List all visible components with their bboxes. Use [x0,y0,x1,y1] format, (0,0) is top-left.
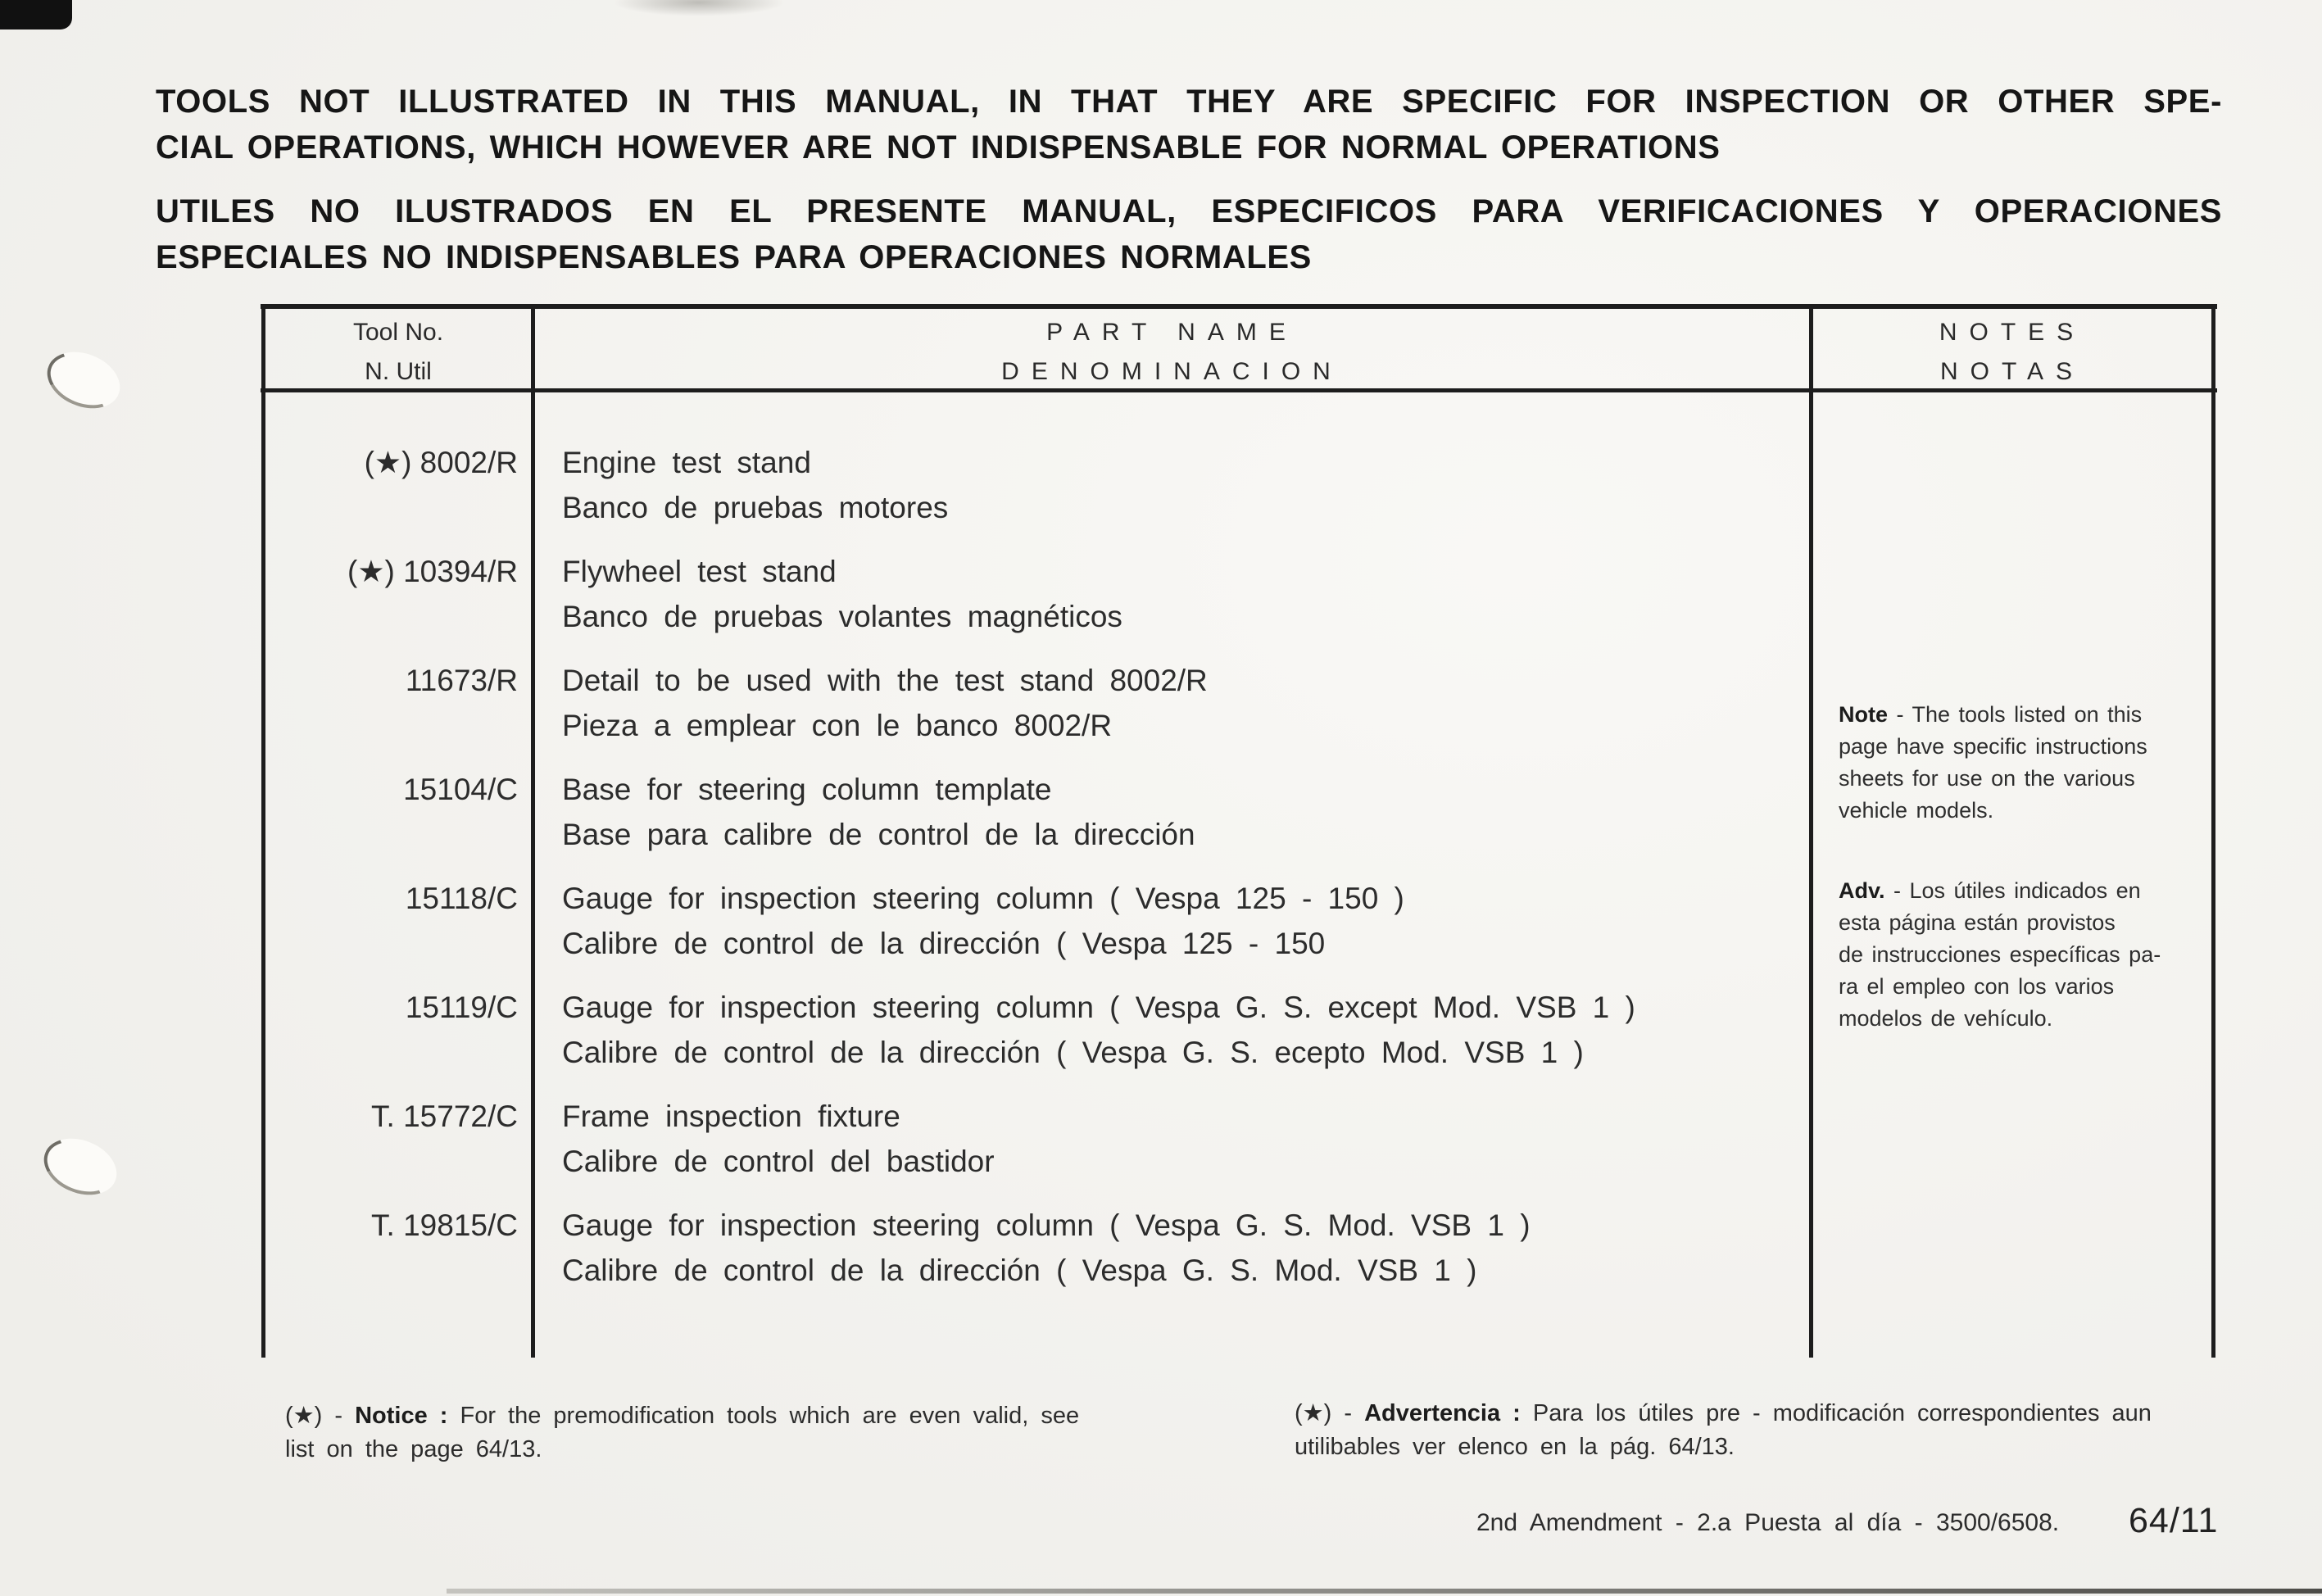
footnote-english-line1: For the premodification tools which are even valid, see [460,1403,1080,1429]
footnote-spanish-line1: Para los útiles pre - modificación correspondientes aun [1532,1400,2152,1426]
part-name-english: Gauge for inspection steering column ( Vespa G. S. except Mod. VSB 1 ) [562,991,1635,1024]
note-spanish-line3: de instrucciones específicas pa- [1839,942,2161,967]
part-name-english: Detail to be used with the test stand 8002/R [562,664,1208,697]
tool-number: 15118/C [405,882,518,915]
scan-corner-artifact [0,0,72,29]
table-border-left [261,304,265,1358]
page-title-spanish [156,188,2222,280]
column-header-part-name-es: DENOMINACION [1001,358,1343,385]
table-divider-toolno-partname [531,304,535,1358]
part-name-spanish: Calibre de control de la dirección ( Vespa G. S. ecepto Mod. VSB 1 ) [562,1036,1584,1069]
part-name-english: Frame inspection fixture [562,1100,900,1133]
title-es-line2: ESPECIALES NO INDISPENSABLES PARA OPERACIONES NORMALES [156,239,1312,275]
column-header-notes [1813,313,2211,392]
table-border-right [2211,304,2215,1358]
tool-number: T. 15772/C [371,1100,518,1133]
part-name-spanish: Banco de pruebas volantes magnéticos [562,600,1122,633]
footnote-spanish-line2: utilibables ver elenco en la pág. 64/13. [1295,1434,1735,1460]
footnote-spanish-star: (★) - [1295,1400,1353,1426]
note-spanish-label: Adv. [1839,878,1885,903]
part-name-spanish: Calibre de control de la dirección ( Vespa 125 - 150 [562,927,1326,960]
column-header-part-name-en: PART NAME [1046,319,1298,346]
title-es-line1: UTILES NO ILUSTRADOS EN EL PRESENTE MANUAL, ESPECIFICOS PARA VERIFICACIONES Y OPERACIONES [156,193,2222,229]
scan-top-shadow-artifact [613,0,785,16]
tool-number: T. 19815/C [371,1208,518,1242]
note-spanish-line4: ra el empleo con los varios [1839,974,2115,999]
column-header-tool-no [265,313,531,392]
column-header-notes-es: NOTAS [1939,358,2085,385]
tool-number: 15119/C [405,991,518,1024]
part-name-spanish: Pieza a emplear con le banco 8002/R [562,709,1113,742]
part-name-english: Gauge for inspection steering column ( Vespa G. S. Mod. VSB 1 ) [562,1208,1531,1242]
amendment-line: 2nd Amendment - 2.a Puesta al día - 3500/6508. [1476,1509,2060,1536]
part-name-english: Gauge for inspection steering column ( Vespa 125 - 150 ) [562,882,1404,915]
tool-number: 11673/R [405,664,518,697]
note-spanish-line1: - Los útiles indicados en [1884,878,2141,903]
title-en-line1: TOOLS NOT ILLUSTRATED IN THIS MANUAL, IN THAT THEY ARE SPECIFIC FOR INSPECTION OR OTHER SPE- [156,84,2222,120]
footnote-english-line2: list on the page 64/13. [285,1436,542,1462]
footnote-spanish-label: Advertencia : [1364,1400,1521,1426]
tool-number: (★) 8002/R [364,446,518,479]
part-name-english: Engine test stand [562,446,811,479]
binder-hole-top [39,342,128,419]
part-name-spanish: Banco de pruebas motores [562,491,949,524]
note-spanish-line5: modelos de vehículo. [1839,1006,2053,1031]
part-name-spanish: Calibre de control del bastidor [562,1145,995,1178]
title-en-line2: CIAL OPERATIONS, WHICH HOWEVER ARE NOT INDISPENSABLE FOR NORMAL OPERATIONS [156,129,1721,165]
tool-number: 15104/C [403,773,518,806]
note-english-line3: sheets for use on the various [1839,766,2135,791]
scan-bottom-edge-artifact [447,1589,2322,1594]
note-english-label: Note [1839,702,1888,727]
page-title-english [156,79,2222,170]
column-header-tool-no-en: Tool No. [352,319,444,346]
page-number: 64/11 [2129,1501,2219,1540]
note-english-line2: page have specific instructions [1839,734,2147,759]
note-spanish [1839,875,2209,1035]
note-english [1839,699,2209,827]
tool-number: (★) 10394/R [347,555,518,588]
binder-hole-bottom [35,1128,125,1205]
part-name-spanish: Calibre de control de la dirección ( Vespa G. S. Mod. VSB 1 ) [562,1254,1477,1287]
footnote-english-label: Notice : [355,1403,448,1429]
part-name-english: Flywheel test stand [562,555,837,588]
note-english-line1: - The tools listed on this [1888,702,2143,727]
column-header-notes-en: NOTES [1939,319,2086,346]
column-header-tool-no-es: N. Util [365,358,432,385]
part-name-spanish: Base para calibre de control de la dirección [562,818,1195,851]
table-border-top [261,304,2217,309]
table-divider-partname-notes [1809,304,1813,1358]
footnote-english [285,1399,1079,1467]
footnote-english-star: (★) - [285,1403,343,1429]
note-english-line4: vehicle models. [1839,798,1994,823]
footnote-spanish [1295,1397,2152,1464]
column-header-part-name [535,313,1809,392]
part-name-english: Base for steering column template [562,773,1052,806]
note-spanish-line2: esta página están provistos [1839,910,2116,935]
